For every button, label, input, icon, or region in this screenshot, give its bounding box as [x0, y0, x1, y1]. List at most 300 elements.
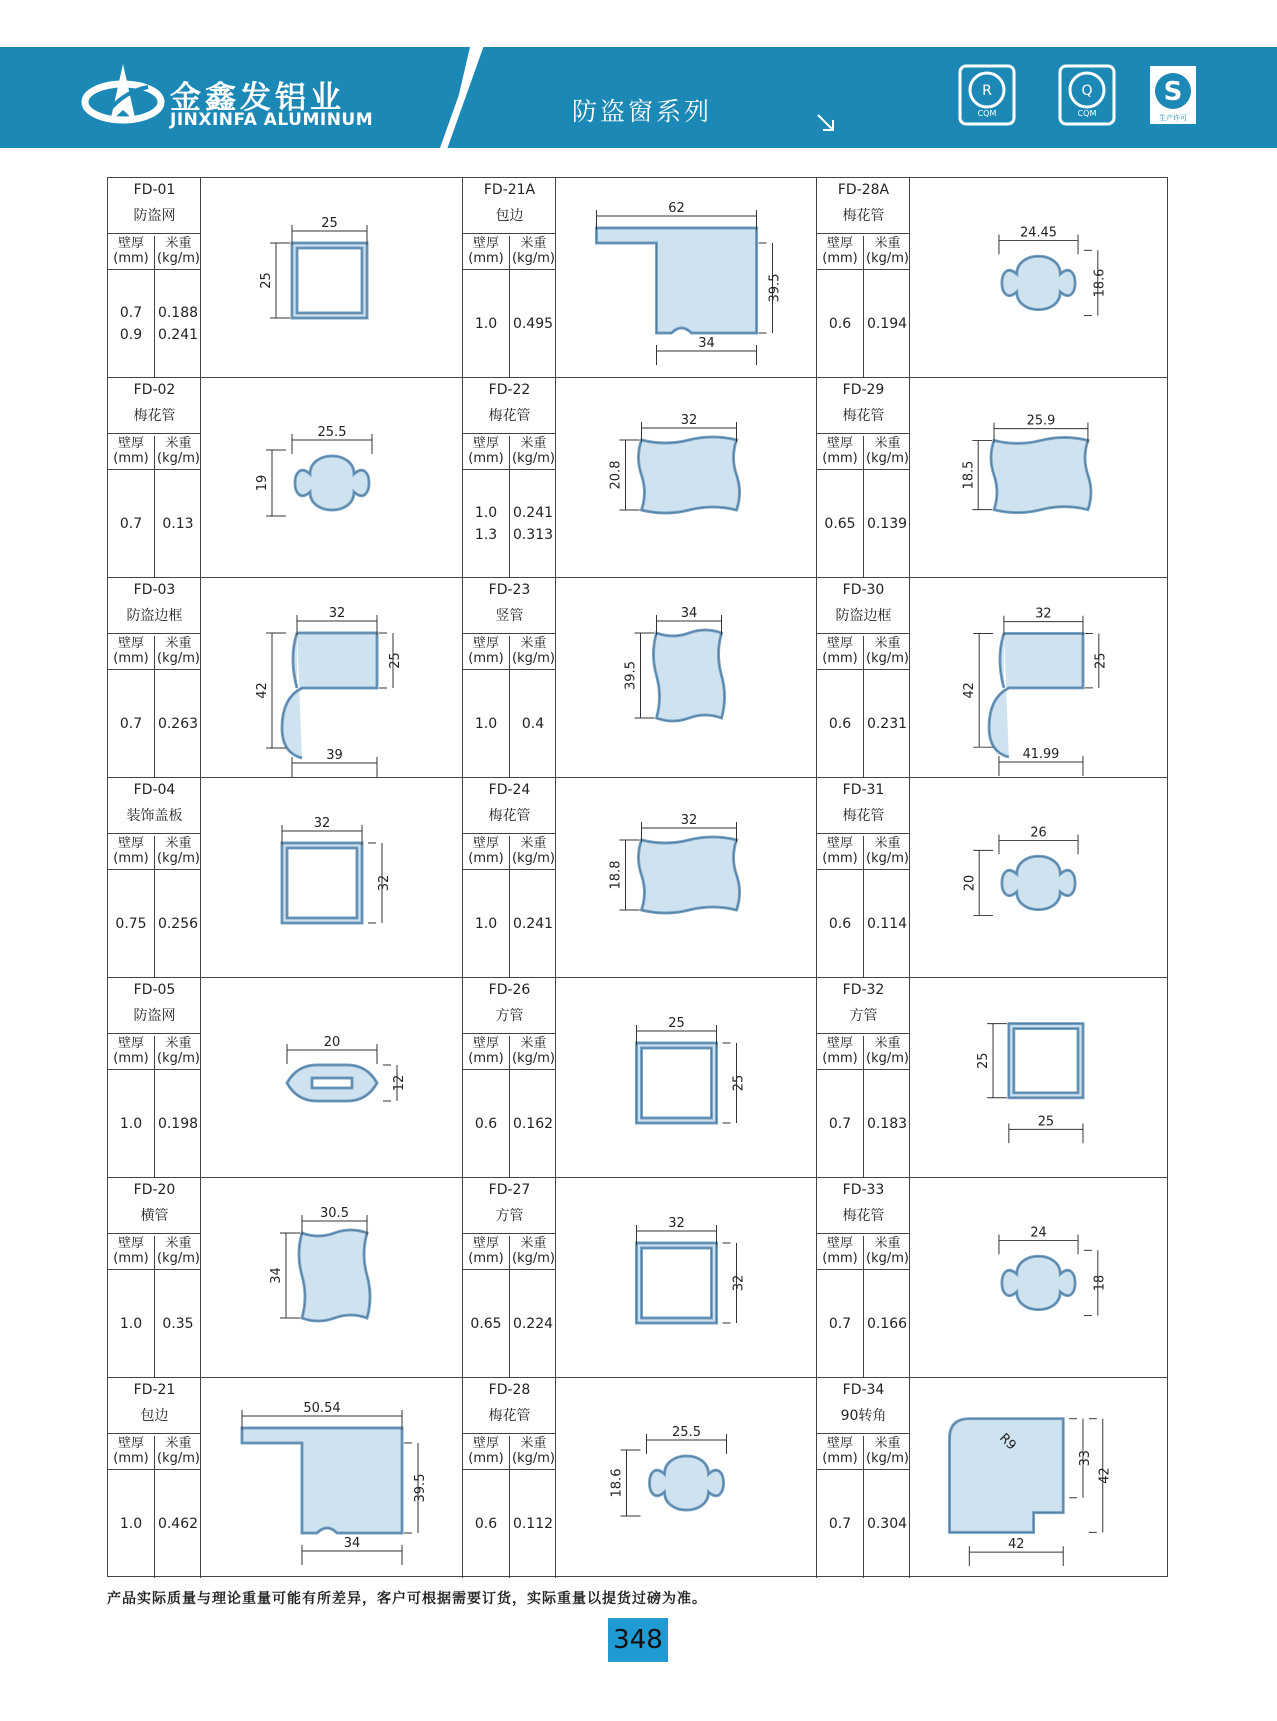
- profile-drawing-cell: [910, 1178, 1167, 1378]
- dimension-label: 30.5: [320, 1206, 349, 1221]
- product-code: FD-31: [842, 782, 885, 798]
- thickness-label: 壁厚: [826, 1236, 853, 1251]
- profile-drawing-cell: [910, 1378, 1167, 1578]
- spec-header: [463, 833, 556, 870]
- spec-header: [463, 633, 556, 670]
- profile-shape: [287, 1065, 377, 1101]
- dimension-label: 25.5: [672, 1425, 701, 1440]
- thickness-value: 0.65: [824, 516, 856, 532]
- thickness-header: [108, 436, 154, 466]
- dimension-label: 25: [321, 216, 338, 231]
- thickness-label: 壁厚: [117, 836, 144, 851]
- qs-production-license-icon: [1148, 64, 1198, 126]
- weight-value: 0.139: [866, 516, 908, 532]
- product-name: 梅花管: [488, 808, 531, 824]
- product-info-cell: [817, 1378, 910, 1578]
- thickness-values: [463, 1070, 509, 1178]
- product-name: 防盗网: [133, 208, 176, 224]
- dimension-label: 39.5: [623, 661, 639, 690]
- weight-value: 0.112: [512, 1516, 554, 1532]
- product-info-cell: [108, 178, 201, 378]
- dimension-label: 18.8: [608, 860, 624, 890]
- product-code: FD-33: [842, 1182, 885, 1198]
- spec-header: [817, 1033, 910, 1070]
- thickness-unit: (mm): [113, 251, 149, 266]
- spec-header: [817, 433, 910, 470]
- thickness-unit: (mm): [468, 451, 504, 466]
- thickness-unit: (mm): [468, 1251, 504, 1266]
- spec-header: [817, 1433, 910, 1470]
- thickness-header: [108, 236, 154, 266]
- profile-drawing-cell: [910, 778, 1167, 978]
- thickness-values: [817, 670, 863, 778]
- profile-drawing-cell: [556, 978, 817, 1178]
- weight-value: 0.4: [521, 716, 545, 732]
- thickness-label: 壁厚: [826, 236, 853, 251]
- profile-drawing-cell: [201, 1378, 463, 1578]
- weight-unit: (kg/m): [512, 851, 555, 866]
- dimension-label: 26: [1030, 825, 1047, 841]
- product-code: FD-24: [488, 782, 531, 798]
- profile-drawing-cell: [910, 378, 1167, 578]
- weight-unit: (kg/m): [157, 1251, 200, 1266]
- dimension-label: 25: [388, 652, 403, 669]
- thickness-unit: (mm): [822, 251, 858, 266]
- thickness-values: [108, 670, 154, 778]
- thickness-label: 壁厚: [472, 836, 499, 851]
- weight-value: 0.304: [866, 1516, 908, 1532]
- thickness-header: [108, 836, 154, 866]
- weight-unit: (kg/m): [512, 251, 555, 266]
- dimension-label: 34: [680, 606, 698, 621]
- cqm-r-icon: [958, 64, 1016, 126]
- weight-unit: (kg/m): [866, 451, 909, 466]
- weight-header: [863, 1236, 911, 1269]
- weight-values: [864, 870, 910, 978]
- dimension-label: 18.6: [1092, 268, 1108, 298]
- thickness-unit: (mm): [822, 1051, 858, 1066]
- weight-header: [154, 1036, 202, 1069]
- profile-cross-section: [556, 778, 817, 978]
- thickness-unit: (mm): [113, 851, 149, 866]
- product-code: FD-29: [842, 382, 885, 398]
- weight-label: 米重: [520, 436, 547, 451]
- profile-cross-section: [201, 178, 463, 378]
- weight-unit: (kg/m): [866, 851, 909, 866]
- profile-drawing-cell: [201, 178, 463, 378]
- thickness-unit: (mm): [113, 1451, 149, 1466]
- weight-label: 米重: [520, 1036, 547, 1051]
- product-code: FD-21A: [483, 182, 536, 198]
- dimension-label: 32: [680, 413, 698, 428]
- thickness-header: [817, 236, 863, 266]
- thickness-label: 壁厚: [472, 636, 499, 651]
- profile-drawing-cell: [910, 978, 1167, 1178]
- dimension-label: 34: [269, 1267, 284, 1284]
- product-code: FD-04: [133, 782, 176, 798]
- profile-cross-section: [910, 578, 1167, 778]
- weight-label: 米重: [165, 1236, 192, 1251]
- thickness-unit: (mm): [468, 1051, 504, 1066]
- cert-label: CQM: [977, 109, 997, 118]
- dimension-label: 32: [313, 816, 331, 831]
- product-code: FD-34: [842, 1382, 885, 1398]
- weight-values: [864, 470, 910, 578]
- dimension-label: 12: [392, 1074, 407, 1092]
- thickness-values: [108, 1270, 154, 1378]
- cqm-q-icon: [1058, 64, 1116, 126]
- thickness-value: 0.7: [119, 716, 143, 732]
- thickness-header: [463, 836, 509, 866]
- thickness-values: [817, 1070, 863, 1178]
- weight-values: [864, 270, 910, 378]
- spec-header: [108, 1433, 201, 1470]
- weight-value: 0.313: [512, 527, 554, 543]
- weight-header: [154, 236, 202, 269]
- product-code: FD-32: [842, 982, 885, 998]
- thickness-value: 1.3: [474, 527, 498, 543]
- cert-label: CQM: [1077, 109, 1097, 118]
- dimension-label: 20: [962, 874, 978, 892]
- product-name: 包边: [495, 208, 524, 224]
- thickness-header: [108, 1236, 154, 1266]
- weight-value: 0.183: [866, 1116, 908, 1132]
- thickness-value: 1.0: [119, 1316, 143, 1332]
- thickness-value: 0.6: [474, 1116, 498, 1132]
- footnote: 产品实际质量与理论重量可能有所差异，客户可根据需要订货，实际重量以提货过磅为准。: [107, 1591, 707, 1607]
- thickness-value: 0.6: [474, 1516, 498, 1532]
- weight-header: [509, 836, 557, 869]
- spec-header: [817, 633, 910, 670]
- dimension-label: 18: [1092, 1274, 1108, 1292]
- weight-header: [863, 236, 911, 269]
- thickness-values: [108, 470, 154, 578]
- profile-shape: [650, 1456, 724, 1510]
- weight-label: 米重: [520, 1236, 547, 1251]
- thickness-header: [817, 636, 863, 666]
- thickness-header: [463, 636, 509, 666]
- thickness-value: 1.0: [474, 716, 498, 732]
- thickness-unit: (mm): [822, 1251, 858, 1266]
- dimension-label: 20.8: [608, 460, 624, 490]
- product-code: FD-28: [488, 1382, 531, 1398]
- weight-values: [155, 670, 201, 778]
- thickness-values: [108, 870, 154, 978]
- dimension-label: 25: [976, 1052, 992, 1069]
- weight-label: 米重: [165, 636, 192, 651]
- weight-value: 0.231: [866, 716, 908, 732]
- spec-header: [463, 233, 556, 270]
- dimension-label: 34: [698, 336, 715, 351]
- product-name: 防盗边框: [835, 608, 892, 624]
- product-name: 防盗网: [133, 1008, 176, 1024]
- dimension-label: 39: [326, 748, 343, 763]
- weight-value: 0.194: [866, 316, 908, 332]
- thickness-value: 0.65: [470, 1316, 502, 1332]
- weight-header: [509, 236, 557, 269]
- thickness-label: 壁厚: [117, 236, 144, 251]
- weight-unit: (kg/m): [866, 251, 909, 266]
- weight-values: [510, 670, 556, 778]
- thickness-value: 0.7: [828, 1516, 852, 1532]
- thickness-values: [463, 1270, 509, 1378]
- dimension-label: 41.99: [1022, 747, 1060, 763]
- dimension-label: 24: [1030, 1225, 1047, 1241]
- thickness-value: 0.7: [828, 1116, 852, 1132]
- product-name: 梅花管: [133, 408, 176, 424]
- product-info-cell: [817, 978, 910, 1178]
- spec-header: [463, 1233, 556, 1270]
- thickness-values: [817, 270, 863, 378]
- weight-label: 米重: [165, 1036, 192, 1051]
- thickness-unit: (mm): [468, 251, 504, 266]
- profile-drawing-cell: [201, 578, 463, 778]
- thickness-header: [817, 436, 863, 466]
- thickness-label: 壁厚: [117, 1036, 144, 1051]
- product-info-cell: [108, 1178, 201, 1378]
- thickness-header: [817, 836, 863, 866]
- profile-cross-section: [201, 378, 463, 578]
- dimension-label: 25: [1093, 652, 1109, 669]
- product-info-cell: [108, 578, 201, 778]
- spec-header: [817, 1233, 910, 1270]
- weight-header: [863, 1036, 911, 1069]
- product-info-cell: [463, 178, 556, 378]
- product-info-cell: [108, 1378, 201, 1578]
- product-code: FD-20: [133, 1182, 176, 1198]
- thickness-unit: (mm): [468, 851, 504, 866]
- profile-cross-section: [910, 778, 1167, 978]
- weight-header: [154, 436, 202, 469]
- thickness-label: 壁厚: [826, 836, 853, 851]
- thickness-value: 1.0: [119, 1116, 143, 1132]
- weight-label: 米重: [874, 1436, 901, 1451]
- dimension-label: 25.9: [1026, 413, 1056, 429]
- product-name: 包边: [140, 1408, 169, 1424]
- spec-header: [108, 633, 201, 670]
- thickness-unit: (mm): [113, 1251, 149, 1266]
- dimension-label: 19: [255, 474, 270, 492]
- weight-value: 0.13: [162, 516, 194, 532]
- weight-header: [509, 636, 557, 669]
- weight-unit: (kg/m): [157, 851, 200, 866]
- weight-label: 米重: [874, 436, 901, 451]
- thickness-unit: (mm): [822, 651, 858, 666]
- thickness-unit: (mm): [468, 1451, 504, 1466]
- weight-header: [863, 836, 911, 869]
- weight-values: [155, 1470, 201, 1578]
- thickness-header: [463, 236, 509, 266]
- product-code: FD-22: [488, 382, 531, 398]
- thickness-unit: (mm): [822, 451, 858, 466]
- product-info-cell: [108, 378, 201, 578]
- dimension-label: 25: [259, 272, 274, 289]
- product-info-cell: [108, 978, 201, 1178]
- weight-values: [510, 870, 556, 978]
- dimension-label: 32: [731, 1274, 747, 1292]
- weight-value: 0.35: [162, 1316, 194, 1332]
- weight-value: 0.224: [512, 1316, 554, 1332]
- thickness-value: 0.7: [119, 305, 143, 321]
- weight-value: 0.263: [157, 716, 199, 732]
- dimension-label: 39.5: [767, 273, 783, 303]
- weight-unit: (kg/m): [512, 1251, 555, 1266]
- weight-unit: (kg/m): [866, 1251, 909, 1266]
- profile-shape: [1002, 856, 1075, 909]
- profile-cross-section: [201, 1378, 463, 1578]
- product-name: 竖管: [495, 608, 524, 624]
- profile-cross-section: [201, 978, 463, 1178]
- thickness-label: 壁厚: [472, 236, 499, 251]
- thickness-value: 0.7: [119, 516, 143, 532]
- dimension-label: 18.5: [961, 460, 977, 490]
- weight-unit: (kg/m): [866, 1451, 909, 1466]
- dimension-label: 42: [255, 682, 270, 699]
- weight-unit: (kg/m): [512, 1451, 555, 1466]
- product-code: FD-03: [133, 582, 176, 598]
- weight-header: [863, 636, 911, 669]
- weight-header: [154, 836, 202, 869]
- weight-values: [155, 470, 201, 578]
- dimension-label: 25: [668, 1016, 685, 1031]
- product-name: 梅花管: [842, 208, 885, 224]
- dimension-label: 32: [668, 1216, 685, 1231]
- thickness-unit: (mm): [113, 451, 149, 466]
- product-code: FD-26: [488, 982, 531, 998]
- weight-value: 0.495: [512, 316, 554, 332]
- profile-drawing-cell: [201, 378, 463, 578]
- weight-header: [154, 636, 202, 669]
- thickness-label: 壁厚: [826, 1036, 853, 1051]
- product-name: 装饰盖板: [126, 808, 183, 824]
- spec-header: [817, 833, 910, 870]
- thickness-unit: (mm): [113, 1051, 149, 1066]
- profile-cross-section: [910, 178, 1167, 378]
- weight-label: 米重: [874, 236, 901, 251]
- weight-value: 0.241: [512, 916, 554, 932]
- weight-header: [509, 1436, 557, 1469]
- weight-unit: (kg/m): [512, 651, 555, 666]
- profile-drawing-cell: [556, 1378, 817, 1578]
- profile-shape: [292, 243, 367, 318]
- profile-drawing-cell: [201, 778, 463, 978]
- product-table: [107, 177, 1168, 1577]
- thickness-label: 壁厚: [472, 436, 499, 451]
- spec-header: [108, 833, 201, 870]
- dimension-label: 32: [1035, 606, 1052, 622]
- weight-label: 米重: [165, 1436, 192, 1451]
- svg-text:Q: Q: [1081, 83, 1093, 99]
- profile-cross-section: [556, 1178, 817, 1378]
- weight-values: [155, 870, 201, 978]
- profile-shape: [597, 228, 757, 333]
- thickness-value: 1.0: [474, 916, 498, 932]
- weight-unit: (kg/m): [157, 1051, 200, 1066]
- product-name: 梅花管: [842, 408, 885, 424]
- thickness-value: 1.0: [474, 316, 498, 332]
- thickness-value: 1.0: [474, 505, 498, 521]
- product-code: FD-02: [133, 382, 176, 398]
- profile-drawing-cell: [201, 978, 463, 1178]
- weight-header: [154, 1436, 202, 1469]
- thickness-values: [463, 1470, 509, 1578]
- weight-values: [864, 1270, 910, 1378]
- profile-cross-section: [201, 1178, 463, 1378]
- product-info-cell: [463, 378, 556, 578]
- weight-values: [155, 1270, 201, 1378]
- product-info-cell: [463, 578, 556, 778]
- weight-value: 0.256: [157, 916, 199, 932]
- weight-header: [863, 1436, 911, 1469]
- spec-header: [108, 233, 201, 270]
- weight-label: 米重: [520, 636, 547, 651]
- dimension-label: 62: [668, 201, 685, 216]
- cert-label: 生产许可: [1159, 114, 1187, 122]
- profile-drawing-cell: [556, 578, 817, 778]
- weight-value: 0.198: [157, 1116, 199, 1132]
- weight-label: 米重: [874, 836, 901, 851]
- profile-shape: [654, 630, 725, 721]
- dimension-label: 42: [962, 682, 978, 699]
- thickness-header: [463, 1436, 509, 1466]
- weight-value: 0.166: [866, 1316, 908, 1332]
- spec-header: [817, 233, 910, 270]
- thickness-label: 壁厚: [117, 636, 144, 651]
- profile-cross-section: [910, 378, 1167, 578]
- profile-shape: [242, 1428, 402, 1533]
- dimension-label: 50.54: [303, 1401, 341, 1416]
- profile-shape: [639, 437, 740, 513]
- profile-drawing-cell: [910, 578, 1167, 778]
- weight-values: [510, 1270, 556, 1378]
- profile-shape: [299, 1230, 370, 1321]
- product-info-cell: [817, 1178, 910, 1378]
- thickness-label: 壁厚: [826, 636, 853, 651]
- product-name: 梅花管: [842, 1208, 885, 1224]
- profile-drawing-cell: [556, 378, 817, 578]
- product-info-cell: [817, 578, 910, 778]
- arrow-down-right-icon: [815, 112, 837, 134]
- weight-header: [509, 1036, 557, 1069]
- product-code: FD-30: [842, 582, 885, 598]
- dimension-label: 25: [1037, 1114, 1055, 1130]
- dimension-label: 33: [1077, 1450, 1093, 1467]
- weight-label: 米重: [165, 236, 192, 251]
- thickness-values: [463, 270, 509, 378]
- product-info-cell: [463, 1378, 556, 1578]
- profile-drawing-cell: [556, 1178, 817, 1378]
- weight-header: [509, 1236, 557, 1269]
- profile-cross-section: [556, 578, 817, 778]
- thickness-values: [108, 1070, 154, 1178]
- product-info-cell: [817, 778, 910, 978]
- weight-values: [510, 470, 556, 578]
- profile-shape: [295, 456, 369, 510]
- thickness-label: 壁厚: [826, 436, 853, 451]
- thickness-header: [108, 636, 154, 666]
- weight-unit: (kg/m): [512, 451, 555, 466]
- product-info-cell: [463, 1178, 556, 1378]
- profile-cross-section: [910, 978, 1167, 1178]
- company-name-en: JINXINFA ALUMINUM: [170, 110, 374, 130]
- weight-label: 米重: [165, 836, 192, 851]
- profile-drawing-cell: [910, 178, 1167, 378]
- dimension-label: 42: [1008, 1537, 1025, 1553]
- thickness-value: 0.7: [828, 1316, 852, 1332]
- thickness-label: 壁厚: [472, 1236, 499, 1251]
- product-name: 横管: [140, 1208, 169, 1224]
- profile-shape: [637, 1243, 717, 1323]
